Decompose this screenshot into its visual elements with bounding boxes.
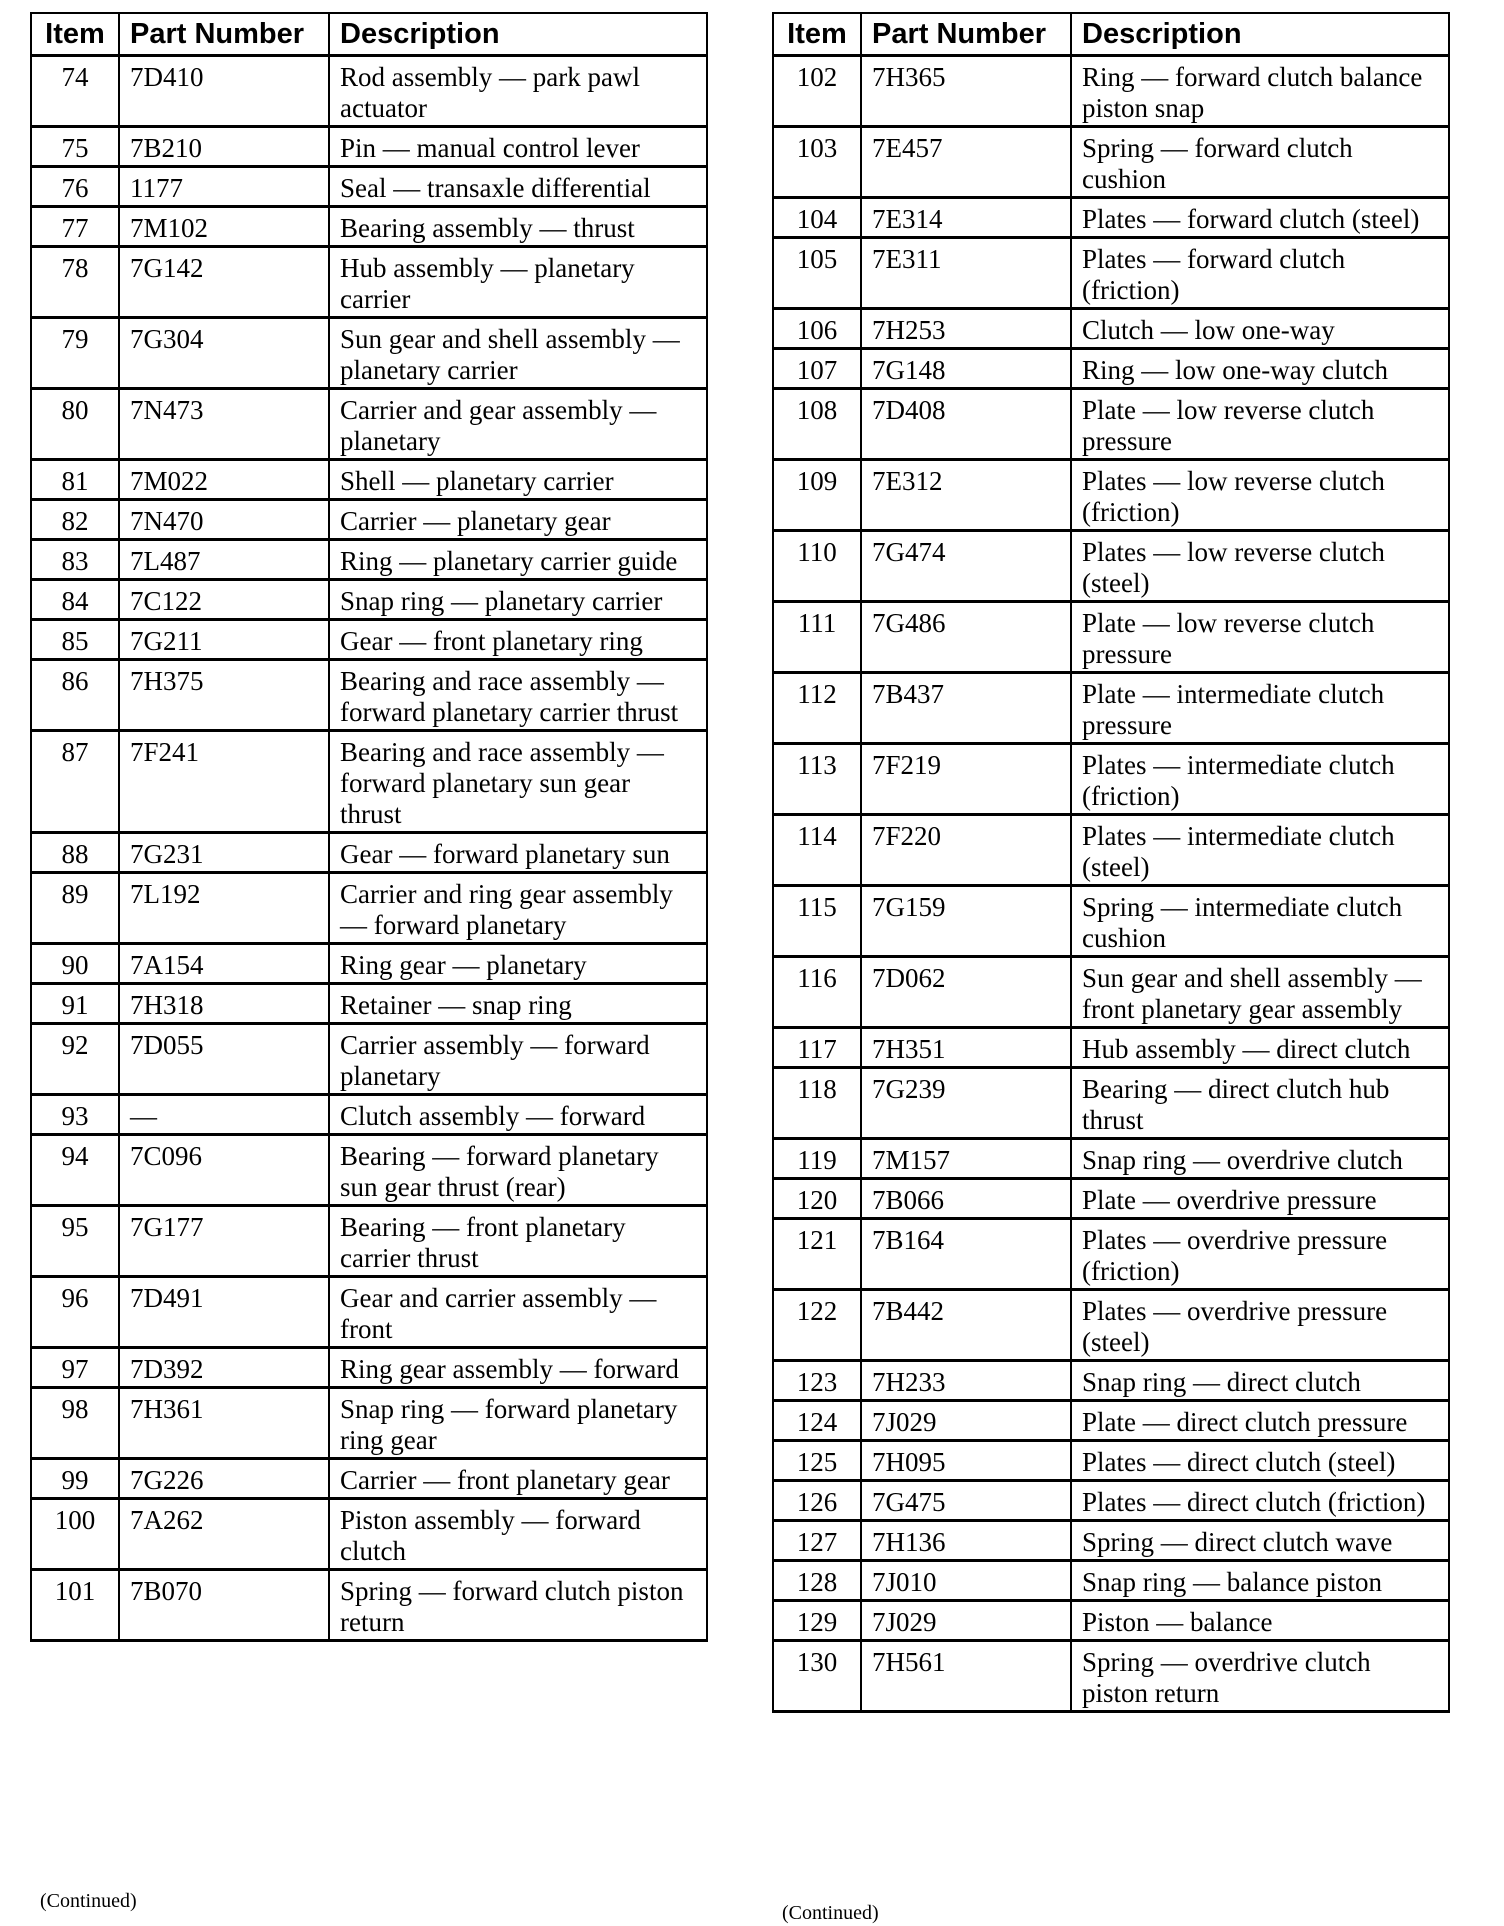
item-number-cell: 81 <box>31 460 119 500</box>
item-number-cell: 118 <box>773 1068 861 1139</box>
part-number-cell: 7B210 <box>119 127 329 167</box>
table-row <box>773 815 1449 886</box>
table-row <box>31 1348 707 1388</box>
description-cell: Gear — forward planetary sun <box>329 833 707 873</box>
item-column-header: Item <box>31 13 119 56</box>
table-row <box>773 1290 1449 1361</box>
item-number-cell: 80 <box>31 389 119 460</box>
parts-table-right <box>772 12 1450 1713</box>
table-row <box>773 531 1449 602</box>
part-number-cell: 7D410 <box>119 56 329 127</box>
description-cell: Ring — planetary carrier guide <box>329 540 707 580</box>
item-number-cell: 117 <box>773 1028 861 1068</box>
part-number-cell: 7C122 <box>119 580 329 620</box>
description-cell: Ring gear assembly — forward <box>329 1348 707 1388</box>
description-cell: Gear — front planetary ring <box>329 620 707 660</box>
part-number-cell: 7G148 <box>861 349 1071 389</box>
part-number-cell: — <box>119 1095 329 1135</box>
item-number-cell: 79 <box>31 318 119 389</box>
part-number-cell: 7B164 <box>861 1219 1071 1290</box>
item-number-cell: 99 <box>31 1459 119 1499</box>
table-row <box>773 1601 1449 1641</box>
item-number-cell: 93 <box>31 1095 119 1135</box>
table-row <box>773 1139 1449 1179</box>
table-header-row <box>31 13 707 56</box>
part-number-cell: 7A154 <box>119 944 329 984</box>
table-row <box>31 318 707 389</box>
description-cell: Snap ring — direct clutch <box>1071 1361 1449 1401</box>
table-row <box>773 602 1449 673</box>
item-number-cell: 98 <box>31 1388 119 1459</box>
description-cell: Carrier — front planetary gear <box>329 1459 707 1499</box>
item-number-cell: 75 <box>31 127 119 167</box>
description-cell: Carrier and ring gear assembly — forward planetary <box>329 873 707 944</box>
item-number-cell: 109 <box>773 460 861 531</box>
part-number-cell: 7D392 <box>119 1348 329 1388</box>
item-number-cell: 124 <box>773 1401 861 1441</box>
description-cell: Seal — transaxle differential <box>329 167 707 207</box>
description-cell: Bearing and race assembly — forward planetary sun gear thrust <box>329 731 707 833</box>
item-number-cell: 130 <box>773 1641 861 1712</box>
table-row <box>773 460 1449 531</box>
item-number-cell: 97 <box>31 1348 119 1388</box>
table-row <box>31 540 707 580</box>
table-row <box>773 744 1449 815</box>
table-row <box>773 886 1449 957</box>
item-number-cell: 112 <box>773 673 861 744</box>
description-cell: Plates — direct clutch (friction) <box>1071 1481 1449 1521</box>
item-number-cell: 121 <box>773 1219 861 1290</box>
table-row <box>773 389 1449 460</box>
part-number-cell: 7B070 <box>119 1570 329 1641</box>
part-number-cell: 7G226 <box>119 1459 329 1499</box>
table-row <box>31 167 707 207</box>
parts-table-left <box>30 12 708 1642</box>
table-row <box>773 1521 1449 1561</box>
part-number-cell: 7N470 <box>119 500 329 540</box>
part-number-cell: 7D055 <box>119 1024 329 1095</box>
item-number-cell: 119 <box>773 1139 861 1179</box>
item-number-cell: 129 <box>773 1601 861 1641</box>
part-number-cell: 7G159 <box>861 886 1071 957</box>
table-row <box>31 500 707 540</box>
table-row <box>31 1277 707 1348</box>
parts-table-left-body <box>31 56 707 1641</box>
item-number-cell: 91 <box>31 984 119 1024</box>
part-number-cell: 7G211 <box>119 620 329 660</box>
description-cell: Spring — direct clutch wave <box>1071 1521 1449 1561</box>
item-number-cell: 88 <box>31 833 119 873</box>
description-cell: Retainer — snap ring <box>329 984 707 1024</box>
description-cell: Ring — forward clutch balance piston snap <box>1071 56 1449 127</box>
part-number-cell: 7G474 <box>861 531 1071 602</box>
table-row <box>773 1481 1449 1521</box>
item-number-cell: 74 <box>31 56 119 127</box>
part-number-cell: 7G304 <box>119 318 329 389</box>
table-row <box>773 198 1449 238</box>
part-number-cell: 7G142 <box>119 247 329 318</box>
description-cell: Plate — intermediate clutch pressure <box>1071 673 1449 744</box>
parts-table-left-column <box>30 12 708 1642</box>
item-number-cell: 104 <box>773 198 861 238</box>
description-cell: Piston assembly — forward clutch <box>329 1499 707 1570</box>
description-cell: Ring gear — planetary <box>329 944 707 984</box>
item-number-cell: 90 <box>31 944 119 984</box>
table-row <box>31 1499 707 1570</box>
table-row <box>773 1561 1449 1601</box>
description-column-header: Description <box>1071 13 1449 56</box>
description-cell: Plates — forward clutch (steel) <box>1071 198 1449 238</box>
description-cell: Plates — overdrive pressure (steel) <box>1071 1290 1449 1361</box>
description-cell: Plates — intermediate clutch (steel) <box>1071 815 1449 886</box>
item-number-cell: 101 <box>31 1570 119 1641</box>
part-number-cell: 7C096 <box>119 1135 329 1206</box>
part-number-cell: 7H375 <box>119 660 329 731</box>
part-number-cell: 7E314 <box>861 198 1071 238</box>
part-number-cell: 7H351 <box>861 1028 1071 1068</box>
part-number-cell: 7M157 <box>861 1139 1071 1179</box>
description-cell: Hub assembly — direct clutch <box>1071 1028 1449 1068</box>
item-number-cell: 125 <box>773 1441 861 1481</box>
part-number-cell: 7J010 <box>861 1561 1071 1601</box>
part-number-cell: 7G231 <box>119 833 329 873</box>
table-row <box>773 238 1449 309</box>
description-cell: Plates — intermediate clutch (friction) <box>1071 744 1449 815</box>
item-number-cell: 89 <box>31 873 119 944</box>
table-row <box>773 127 1449 198</box>
description-cell: Clutch — low one-way <box>1071 309 1449 349</box>
part-number-column-header: Part Number <box>119 13 329 56</box>
part-number-cell: 7H095 <box>861 1441 1071 1481</box>
table-row <box>31 873 707 944</box>
item-number-cell: 106 <box>773 309 861 349</box>
item-number-cell: 102 <box>773 56 861 127</box>
table-row <box>31 1570 707 1641</box>
part-number-cell: 7M022 <box>119 460 329 500</box>
table-row <box>773 1068 1449 1139</box>
table-row <box>31 1024 707 1095</box>
item-number-cell: 96 <box>31 1277 119 1348</box>
description-cell: Spring — overdrive clutch piston return <box>1071 1641 1449 1712</box>
description-cell: Bearing assembly — thrust <box>329 207 707 247</box>
description-cell: Carrier assembly — forward planetary <box>329 1024 707 1095</box>
part-number-cell: 7E312 <box>861 460 1071 531</box>
description-cell: Shell — planetary carrier <box>329 460 707 500</box>
description-cell: Bearing and race assembly — forward planetary carrier thrust <box>329 660 707 731</box>
part-number-cell: 7G177 <box>119 1206 329 1277</box>
part-number-cell: 7M102 <box>119 207 329 247</box>
part-number-cell: 7F219 <box>861 744 1071 815</box>
item-number-cell: 114 <box>773 815 861 886</box>
item-number-cell: 128 <box>773 1561 861 1601</box>
table-row <box>31 620 707 660</box>
part-number-cell: 7F241 <box>119 731 329 833</box>
part-number-cell: 7B437 <box>861 673 1071 744</box>
item-number-cell: 110 <box>773 531 861 602</box>
part-number-cell: 7J029 <box>861 1401 1071 1441</box>
item-number-cell: 108 <box>773 389 861 460</box>
table-row <box>31 56 707 127</box>
description-column-header: Description <box>329 13 707 56</box>
item-number-cell: 95 <box>31 1206 119 1277</box>
description-cell: Sun gear and shell assembly — planetary carrier <box>329 318 707 389</box>
table-row <box>773 1179 1449 1219</box>
item-number-cell: 103 <box>773 127 861 198</box>
table-row <box>773 1401 1449 1441</box>
continued-note-left: (Continued) <box>40 1890 137 1912</box>
continued-note-right: (Continued) <box>782 1902 879 1924</box>
item-number-cell: 83 <box>31 540 119 580</box>
part-number-cell: 7D408 <box>861 389 1071 460</box>
description-cell: Plate — low reverse clutch pressure <box>1071 602 1449 673</box>
item-number-cell: 105 <box>773 238 861 309</box>
part-number-cell: 7D491 <box>119 1277 329 1348</box>
part-number-cell: 7H365 <box>861 56 1071 127</box>
description-cell: Plate — low reverse clutch pressure <box>1071 389 1449 460</box>
description-cell: Spring — intermediate clutch cushion <box>1071 886 1449 957</box>
description-cell: Piston — balance <box>1071 1601 1449 1641</box>
table-row <box>773 56 1449 127</box>
part-number-cell: 7A262 <box>119 1499 329 1570</box>
table-row <box>31 460 707 500</box>
part-number-cell: 7H361 <box>119 1388 329 1459</box>
description-cell: Bearing — direct clutch hub thrust <box>1071 1068 1449 1139</box>
table-row <box>31 984 707 1024</box>
table-row <box>773 1441 1449 1481</box>
part-number-cell: 7H233 <box>861 1361 1071 1401</box>
item-number-cell: 77 <box>31 207 119 247</box>
item-number-cell: 127 <box>773 1521 861 1561</box>
part-number-cell: 7E457 <box>861 127 1071 198</box>
item-number-cell: 111 <box>773 602 861 673</box>
table-row <box>773 957 1449 1028</box>
item-number-cell: 94 <box>31 1135 119 1206</box>
table-row <box>773 1641 1449 1712</box>
table-header-row <box>773 13 1449 56</box>
part-number-cell: 7L487 <box>119 540 329 580</box>
description-cell: Bearing — front planetary carrier thrust <box>329 1206 707 1277</box>
table-row <box>773 1361 1449 1401</box>
description-cell: Snap ring — planetary carrier <box>329 580 707 620</box>
part-number-cell: 7G475 <box>861 1481 1071 1521</box>
part-number-cell: 7N473 <box>119 389 329 460</box>
table-row <box>773 349 1449 389</box>
item-number-cell: 86 <box>31 660 119 731</box>
table-row <box>773 309 1449 349</box>
description-cell: Plates — direct clutch (steel) <box>1071 1441 1449 1481</box>
table-row <box>31 207 707 247</box>
part-number-cell: 7E311 <box>861 238 1071 309</box>
table-row <box>31 944 707 984</box>
description-cell: Pin — manual control lever <box>329 127 707 167</box>
table-row <box>773 1028 1449 1068</box>
table-row <box>31 247 707 318</box>
part-number-cell: 7H136 <box>861 1521 1071 1561</box>
description-cell: Plate — direct clutch pressure <box>1071 1401 1449 1441</box>
item-column-header: Item <box>773 13 861 56</box>
item-number-cell: 113 <box>773 744 861 815</box>
item-number-cell: 76 <box>31 167 119 207</box>
part-number-cell: 7B442 <box>861 1290 1071 1361</box>
description-cell: Rod assembly — park pawl actuator <box>329 56 707 127</box>
description-cell: Carrier — planetary gear <box>329 500 707 540</box>
part-number-cell: 7D062 <box>861 957 1071 1028</box>
table-row <box>31 660 707 731</box>
description-cell: Gear and carrier assembly — front <box>329 1277 707 1348</box>
item-number-cell: 122 <box>773 1290 861 1361</box>
part-number-cell: 7L192 <box>119 873 329 944</box>
table-row <box>31 833 707 873</box>
table-row <box>31 1135 707 1206</box>
description-cell: Spring — forward clutch cushion <box>1071 127 1449 198</box>
table-row <box>773 1219 1449 1290</box>
part-number-cell: 7H253 <box>861 309 1071 349</box>
table-row <box>31 1095 707 1135</box>
description-cell: Snap ring — overdrive clutch <box>1071 1139 1449 1179</box>
parts-table-right-body <box>773 56 1449 1712</box>
item-number-cell: 100 <box>31 1499 119 1570</box>
item-number-cell: 87 <box>31 731 119 833</box>
description-cell: Plates — low reverse clutch (friction) <box>1071 460 1449 531</box>
parts-table-right-column <box>772 12 1450 1713</box>
description-cell: Plates — low reverse clutch (steel) <box>1071 531 1449 602</box>
item-number-cell: 85 <box>31 620 119 660</box>
table-row <box>31 1459 707 1499</box>
item-number-cell: 123 <box>773 1361 861 1401</box>
part-number-column-header: Part Number <box>861 13 1071 56</box>
table-row <box>31 1206 707 1277</box>
table-row <box>31 389 707 460</box>
description-cell: Sun gear and shell assembly — front planetary gear assembly <box>1071 957 1449 1028</box>
part-number-cell: 7B066 <box>861 1179 1071 1219</box>
description-cell: Bearing — forward planetary sun gear thrust (rear) <box>329 1135 707 1206</box>
part-number-cell: 7G239 <box>861 1068 1071 1139</box>
description-cell: Hub assembly — planetary carrier <box>329 247 707 318</box>
description-cell: Plates — forward clutch (friction) <box>1071 238 1449 309</box>
table-row <box>31 127 707 167</box>
item-number-cell: 92 <box>31 1024 119 1095</box>
description-cell: Plates — overdrive pressure (friction) <box>1071 1219 1449 1290</box>
item-number-cell: 78 <box>31 247 119 318</box>
description-cell: Clutch assembly — forward <box>329 1095 707 1135</box>
item-number-cell: 107 <box>773 349 861 389</box>
description-cell: Carrier and gear assembly — planetary <box>329 389 707 460</box>
part-number-cell: 7G486 <box>861 602 1071 673</box>
part-number-cell: 7H318 <box>119 984 329 1024</box>
description-cell: Plate — overdrive pressure <box>1071 1179 1449 1219</box>
table-row <box>31 580 707 620</box>
description-cell: Snap ring — forward planetary ring gear <box>329 1388 707 1459</box>
table-row <box>31 1388 707 1459</box>
description-cell: Spring — forward clutch piston return <box>329 1570 707 1641</box>
item-number-cell: 84 <box>31 580 119 620</box>
description-cell: Ring — low one-way clutch <box>1071 349 1449 389</box>
part-number-cell: 7H561 <box>861 1641 1071 1712</box>
item-number-cell: 120 <box>773 1179 861 1219</box>
part-number-cell: 7J029 <box>861 1601 1071 1641</box>
item-number-cell: 126 <box>773 1481 861 1521</box>
item-number-cell: 116 <box>773 957 861 1028</box>
part-number-cell: 1177 <box>119 167 329 207</box>
description-cell: Snap ring — balance piston <box>1071 1561 1449 1601</box>
part-number-cell: 7F220 <box>861 815 1071 886</box>
table-row <box>773 673 1449 744</box>
item-number-cell: 82 <box>31 500 119 540</box>
table-row <box>31 731 707 833</box>
item-number-cell: 115 <box>773 886 861 957</box>
